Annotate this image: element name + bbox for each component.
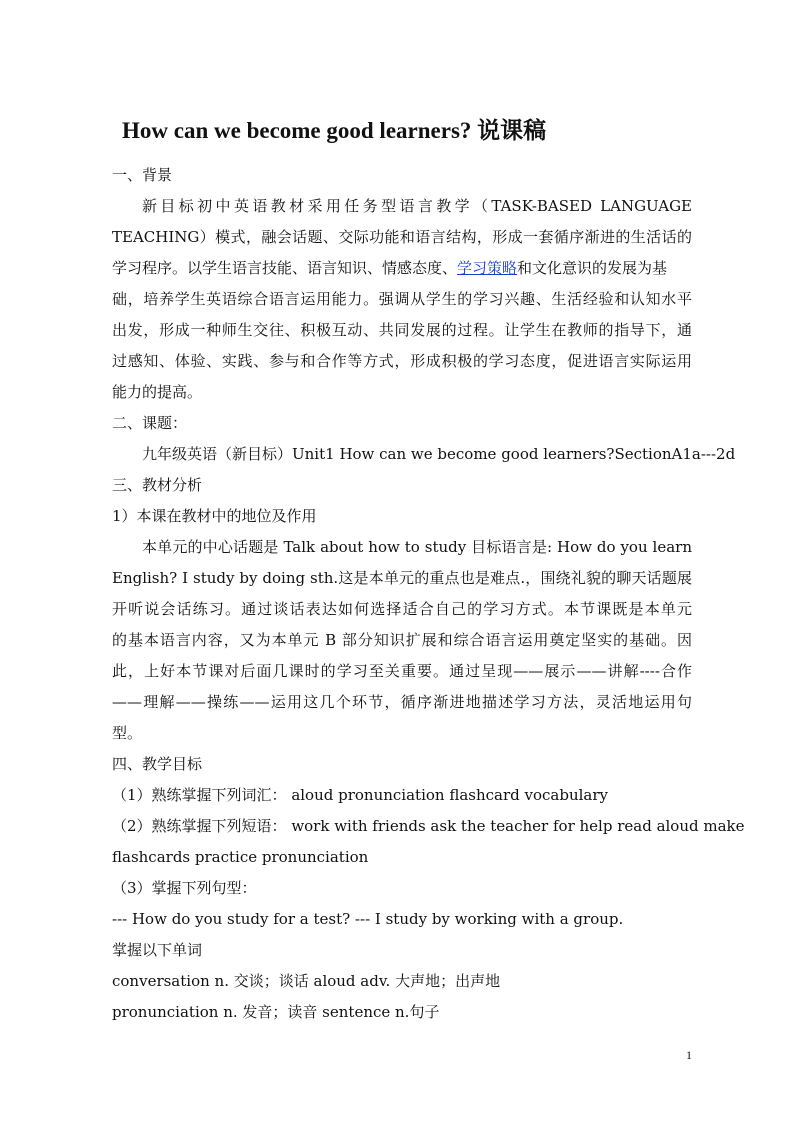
objective-item: flashcards practice pronunciation [112, 848, 369, 866]
section-heading-topic: 二、课题： [112, 414, 188, 432]
sub-heading: 1）本课在教材中的地位及作用 [112, 507, 317, 525]
section-heading-background: 一、背景 [112, 166, 173, 184]
paragraph-line: 本单元的中心话题是 Talk about how to study 目标语言是: How do you learn [142, 538, 692, 556]
topic-line: 九年级英语（新目标）Unit1 How can we become good learners?SectionA1a---2d [142, 445, 736, 463]
paragraph-line: 能力的提高。 [112, 383, 203, 401]
paragraph-line: 过感知、体验、实践、参与和合作等方式，形成积极的学习态度，促进语言实际运用 [112, 352, 692, 370]
page-number: 1 [686, 1048, 692, 1062]
objective-item: （2）熟练掌握下列短语： work with friends ask the teacher for help read aloud make [112, 817, 745, 835]
paragraph-line-with-link [112, 258, 692, 278]
paragraph-line: 出发，形成一种师生交往、积极互动、共同发展的过程。让学生在教师的指导下，通 [112, 321, 692, 339]
paragraph-text: 和文化意识的发展为基 [517, 259, 668, 277]
paragraph-line: 的基本语言内容，又为本单元 B 部分知识扩展和综合语言运用奠定坚实的基础。因 [112, 631, 692, 649]
vocabulary-line: conversation n. 交谈；谈话 aloud adv. 大声地；出声地 [112, 972, 501, 990]
paragraph-line: English? I study by doing sth.这是本单元的重点也是难点.，围绕礼貌的聊天话题展 [112, 569, 692, 587]
section-heading-analysis: 三、教材分析 [112, 476, 203, 494]
paragraph-line: 开听说会话练习。通过谈话表达如何选择适合自己的学习方式。本节课既是本单元 [112, 600, 692, 618]
paragraph-line: ——理解——操练——运用这几个环节，循序渐进地描述学习方法，灵活地运用句 [112, 693, 692, 711]
paragraph-line: 新目标初中英语教材采用任务型语言教学（TASK-BASED LANGUAGE [142, 197, 692, 215]
vocabulary-line: pronunciation n. 发音；读音 sentence n.句子 [112, 1003, 440, 1021]
document-title: How can we become good learners? 说课稿 [122, 118, 547, 143]
paragraph-line: TEACHING）模式，融会话题、交际功能和语言结构，形成一套循序渐进的生活话的 [112, 228, 692, 246]
objective-item: --- How do you study for a test? --- I study by working with a group. [112, 910, 624, 928]
objective-item: （1）熟练掌握下列词汇： aloud pronunciation flashcard vocabulary [112, 786, 609, 804]
objective-item: 掌握以下单词 [112, 941, 203, 959]
learning-strategy-link[interactable]: 学习策略 [457, 259, 518, 277]
section-heading-objectives: 四、教学目标 [112, 755, 203, 773]
paragraph-text: 学习程序。以学生语言技能、语言知识、情感态度、 [112, 259, 458, 277]
paragraph-line: 此，上好本节课对后面几课时的学习至关重要。通过呈现——展示——讲解----合作 [112, 662, 692, 680]
objective-item: （3）掌握下列句型： [112, 879, 257, 897]
paragraph-line: 础，培养学生英语综合语言运用能力。强调从学生的学习兴趣、生活经验和认知水平 [112, 290, 692, 308]
paragraph-line: 型。 [112, 724, 143, 742]
